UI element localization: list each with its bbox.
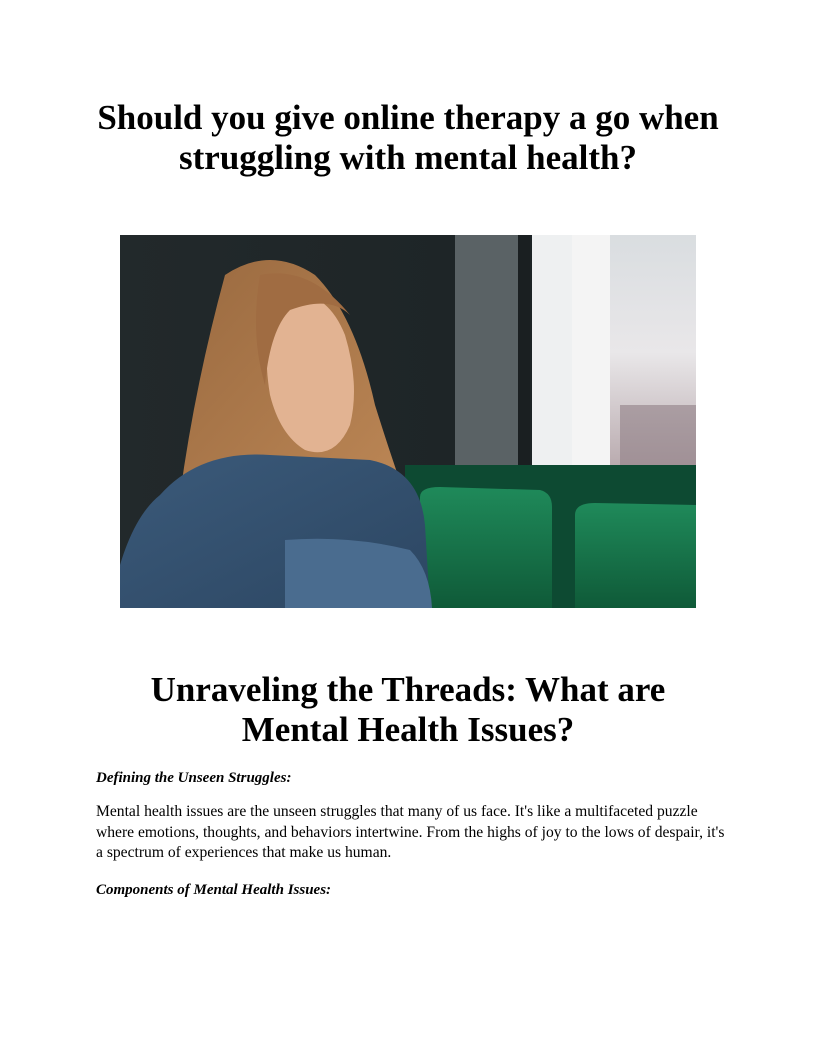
section-heading: Unraveling the Threads: What are Mental Health Issues? (150, 670, 666, 749)
article-title: Should you give online therapy a go when struggling with mental health? (97, 98, 719, 177)
subheading-defining: Defining the Unseen Struggles: (96, 770, 292, 786)
paragraph-defining: Mental health issues are the unseen struggles that many of us face. It's like a multifaceted puzzle where emotions, thoughts, and behaviors intertwine. From the highs of joy to the lows of despair, it's a spectrum of experiences that make us human. (96, 803, 725, 861)
hero-photo (120, 235, 696, 608)
subheading-components: Components of Mental Health Issues: (96, 882, 332, 898)
